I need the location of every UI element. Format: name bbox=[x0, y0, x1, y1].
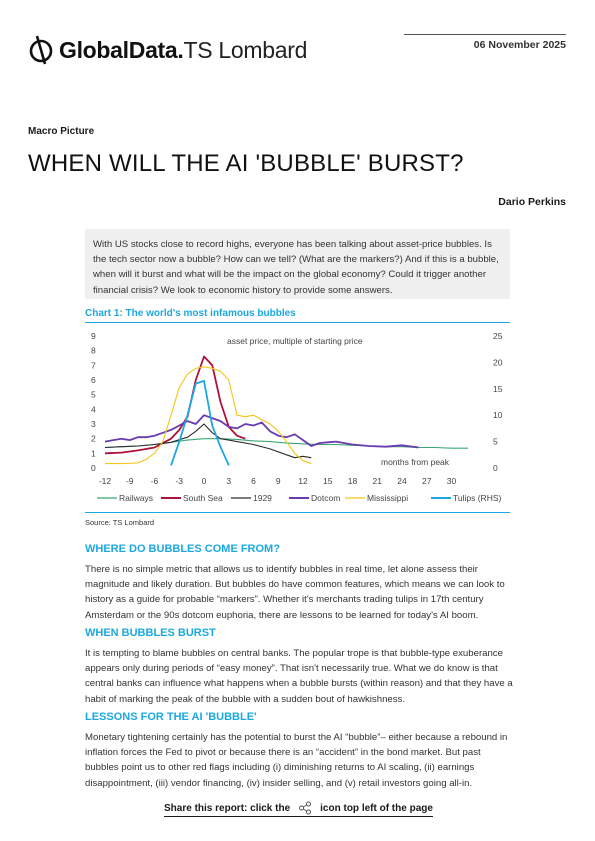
y-tick-label: 3 bbox=[91, 419, 96, 429]
heading-when-bubbles-burst: WHEN BUBBLES BURST bbox=[85, 627, 216, 639]
x-tick-label: 18 bbox=[347, 476, 358, 486]
legend-label-tulips: Tulips (RHS) bbox=[453, 493, 502, 503]
section-label: Macro Picture bbox=[28, 126, 95, 137]
heading-where-bubbles-come-from: WHERE DO BUBBLES COME FROM? bbox=[85, 543, 280, 555]
share-text-after: icon top left of the page bbox=[320, 802, 433, 814]
legend-label-y1929: 1929 bbox=[253, 493, 272, 503]
share-icon bbox=[298, 801, 312, 815]
x-tick-label: 27 bbox=[422, 476, 432, 486]
x-axis-label: months from peak bbox=[381, 457, 450, 467]
y2-tick-label: 10 bbox=[493, 410, 503, 421]
heading-lessons-for-ai-bubble: LESSONS FOR THE AI 'BUBBLE' bbox=[85, 711, 257, 723]
logo-bold-text: GlobalData. bbox=[59, 36, 184, 63]
bubbles-line-chart bbox=[85, 326, 510, 512]
x-tick-label: 9 bbox=[275, 476, 281, 486]
y-tick-label: 8 bbox=[91, 345, 96, 356]
legend-label-south_sea: South Sea bbox=[183, 493, 223, 503]
x-tick-label: 15 bbox=[323, 476, 333, 486]
y-tick-label: 5 bbox=[91, 389, 96, 400]
x-tick-label: 30 bbox=[446, 476, 457, 486]
x-tick-label: 12 bbox=[298, 476, 308, 486]
page-title: WHEN WILL THE AI 'BUBBLE' BURST? bbox=[28, 150, 464, 177]
author-name: Dario Perkins bbox=[498, 196, 566, 208]
x-tick-label: -9 bbox=[125, 476, 134, 486]
intro-summary: With US stocks close to record highs, everyone has been talking about asset-price bubbles. Is the tech sector now a bubble? How can we tell? (What are the markers?) And if this is a bubble, when will it burst and what will be the impact on the global economy? Could it trigger another financial crisis? We look to economic history to provide some answers. bbox=[85, 229, 510, 299]
y-tick-label: 1 bbox=[91, 448, 96, 459]
legend-label-mississippi: Mississippi bbox=[367, 493, 409, 503]
x-tick-label: 21 bbox=[372, 476, 382, 486]
chart-bottom-rule bbox=[85, 512, 510, 513]
y2-tick-label: 0 bbox=[493, 463, 498, 473]
legend-label-railways: Railways bbox=[119, 493, 154, 503]
legend-label-dotcom: Dotcom bbox=[311, 493, 341, 503]
y2-tick-label: 20 bbox=[493, 357, 503, 368]
y2-tick-label: 25 bbox=[493, 331, 503, 341]
x-tick-label: -12 bbox=[98, 476, 112, 486]
report-date: 06 November 2025 bbox=[473, 39, 566, 51]
share-report-link[interactable] bbox=[164, 801, 433, 817]
y-tick-label: 6 bbox=[91, 375, 96, 385]
x-tick-label: -3 bbox=[175, 476, 184, 486]
date-divider bbox=[404, 34, 566, 35]
globaldata-logo-mark-icon bbox=[28, 34, 54, 66]
globaldata-logo bbox=[28, 34, 307, 66]
paragraph-where-bubbles-come-from: There is no simple metric that allows us to identify bubbles in real time, let alone assess their magnitude and likely duration. But bubbles do have common features, which means we can look to history as a guide for probable “markers”. Whether it's merchants trading tulips in 17th century Amsterdam or the 90s dotcom euphoria, there are lessons to be learned for today's AI boom. bbox=[85, 564, 505, 621]
chart-top-rule bbox=[85, 322, 510, 323]
y-axis-label: asset price, multiple of starting price bbox=[227, 336, 363, 346]
chart-title: Chart 1: The world's most infamous bubbles bbox=[85, 308, 296, 319]
series-line-tulips bbox=[171, 381, 229, 466]
y-tick-label: 7 bbox=[91, 360, 96, 371]
x-tick-label: 24 bbox=[397, 476, 407, 486]
logo-light-text: TS Lombard bbox=[183, 36, 308, 63]
series-line-y1929 bbox=[105, 424, 311, 458]
logo-wordmark bbox=[59, 37, 307, 64]
x-tick-label: 3 bbox=[226, 476, 232, 486]
chart-source: Source: TS Lombard bbox=[85, 518, 155, 527]
series-line-mississippi bbox=[105, 367, 311, 464]
y-tick-label: 9 bbox=[91, 331, 96, 341]
x-tick-label: 0 bbox=[201, 476, 207, 486]
y-tick-label: 0 bbox=[91, 463, 96, 473]
paragraph-when-bubbles-burst: It is tempting to blame bubbles on central banks. The popular trope is that bubble-type exuberance appears only during periods of “easy money”. That isn't necessarily true. What we do know is that central banks can influence what happens when a bubble bursts (within reason) and that they have a habit of marking the peak of the bubble with a sudden bout of hawkishness. bbox=[85, 648, 513, 705]
y2-tick-label: 15 bbox=[493, 383, 503, 394]
y-tick-label: 4 bbox=[91, 404, 96, 415]
x-tick-label: -6 bbox=[150, 476, 159, 486]
y-tick-label: 2 bbox=[91, 433, 96, 444]
paragraph-lessons-for-ai-bubble: Monetary tightening certainly has the potential to burst the AI “bubble”– either because a rebound in inflation forces the Fed to pivot or because there is an “accident” in the bond market. But past bubbles point us to other red flags including (i) diminishing returns to AI scaling, (ii) earnings disappointment, (iii) vendor financing, (iv) insider selling, and (v) retail investors going all-in. bbox=[85, 732, 508, 789]
x-tick-label: 6 bbox=[251, 476, 256, 486]
y2-tick-label: 5 bbox=[493, 436, 498, 447]
share-text-before: Share this report: click the bbox=[164, 802, 291, 814]
